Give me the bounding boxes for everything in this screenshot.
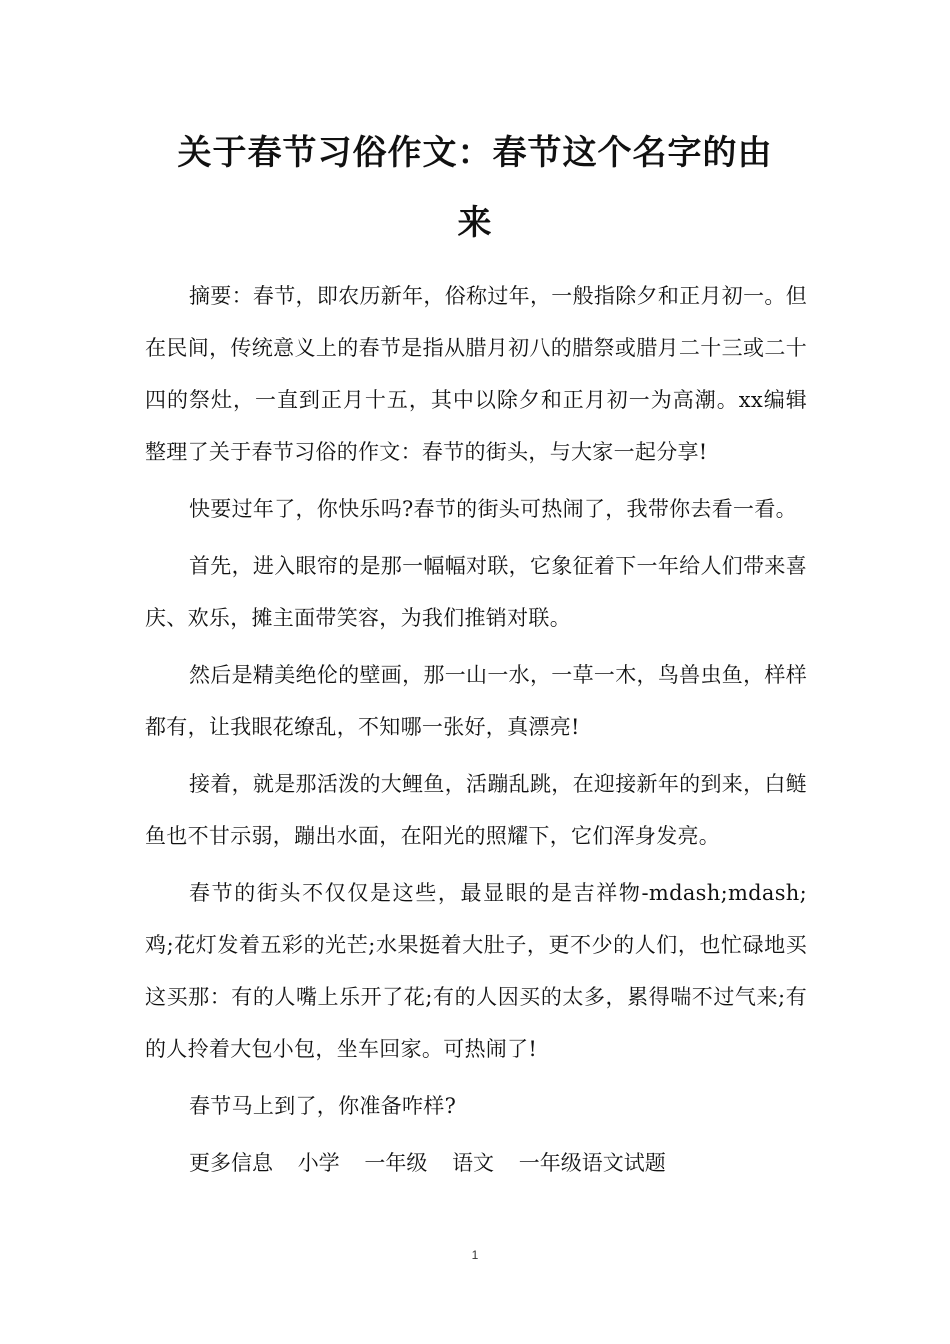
body-paragraph: 春节的街头不仅仅是这些，最显眼的是吉祥物-mdash;mdash;鸡;花灯发着五彩的光芒;水果挺着大肚子，更不少的人们，也忙碌地买这买那：有的人嘴上乐开了花;有的人因买的太多，累得喘不过气来;有的人拎着大包小包，坐车回家。可热闹了! (145, 881, 807, 1061)
body-paragraph: 快要过年了，你快乐吗?春节的街头可热闹了，我带你去看一看。 (189, 497, 797, 521)
more-info-tag: 一年级 (364, 1151, 428, 1175)
more-info-tag: 小学 (297, 1151, 340, 1175)
title-line-2: 来 (457, 203, 493, 243)
document-title (145, 118, 805, 258)
body-paragraph: 接着，就是那活泼的大鲤鱼，活蹦乱跳，在迎接新年的到来，白鲢鱼也不甘示弱，蹦出水面，在阳光的照耀下，它们浑身发亮。 (145, 772, 807, 848)
body-paragraph: 春节马上到了，你准备咋样? (189, 1094, 457, 1118)
more-info-tag: 语文 (452, 1151, 495, 1175)
document-body (145, 270, 807, 1189)
body-paragraph: 然后是精美绝伦的壁画，那一山一水，一草一木，鸟兽虫鱼，样样都有，让我眼花缭乱，不知哪一张好，真漂亮! (145, 663, 807, 739)
more-info-line (145, 1137, 807, 1189)
body-paragraph: 首先，进入眼帘的是那一幅幅对联，它象征着下一年给人们带来喜庆、欢乐，摊主面带笑容，为我们推销对联。 (145, 554, 807, 630)
abstract-paragraph: 摘要：春节，即农历新年，俗称过年，一般指除夕和正月初一。但在民间，传统意义上的春节是指从腊月初八的腊祭或腊月二十三或二十四的祭灶，一直到正月十五，其中以除夕和正月初一为高潮。xx编辑整理了关于春节习俗的作文：春节的街头，与大家一起分享! (145, 284, 807, 464)
page-number: 1 (471, 1248, 479, 1262)
title-line-1: 关于春节习俗作文：春节这个名字的由 (177, 133, 773, 173)
more-info-tag: 一年级语文试题 (518, 1151, 666, 1175)
more-info-label: 更多信息 (189, 1151, 273, 1175)
